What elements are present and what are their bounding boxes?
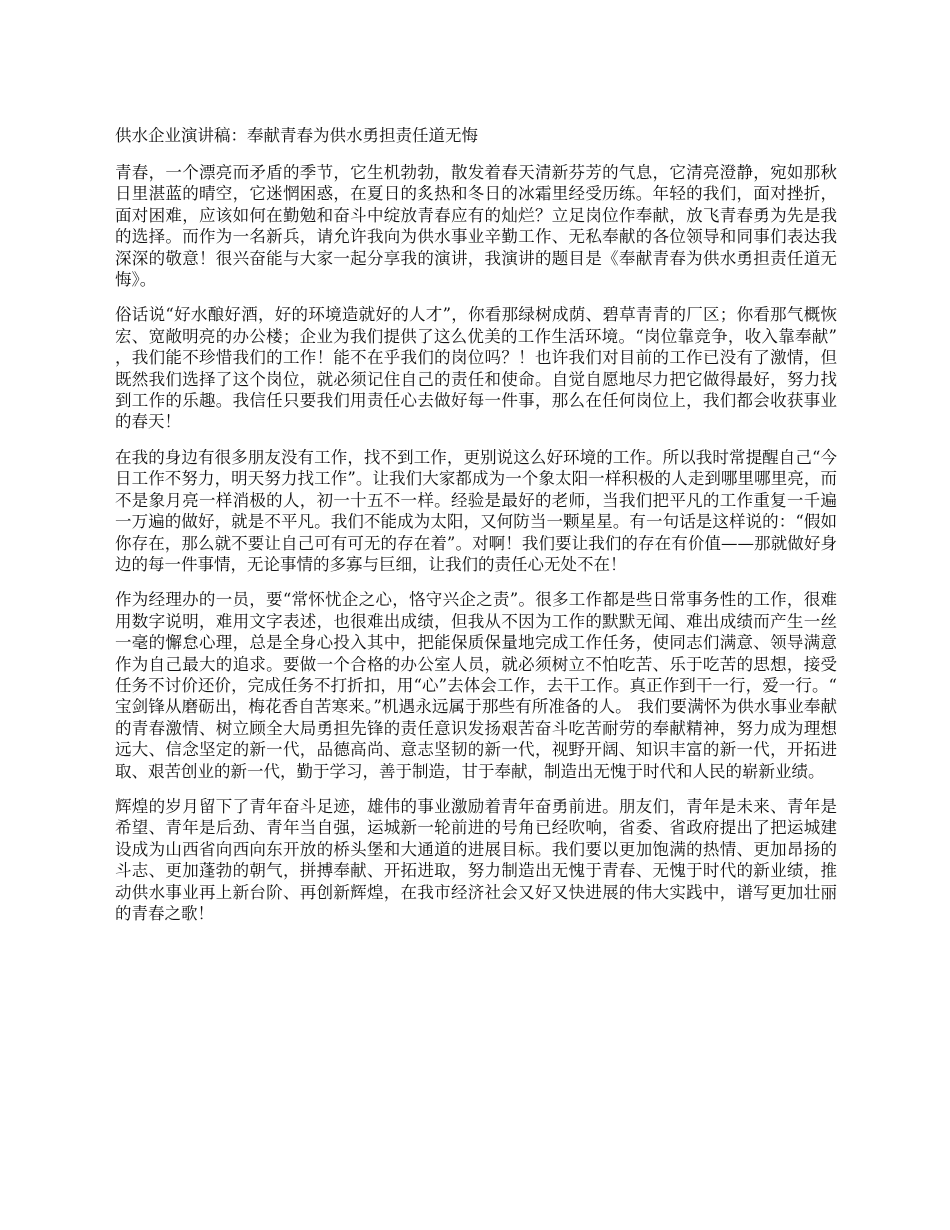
paragraph-intro: 青春，一个漂亮而矛盾的季节，它生机勃勃，散发着春天清新芬芳的气息，它清亮澄静，宛如那秋日里湛蓝的晴空，它迷惘困惑，在夏日的炙热和冬日的冰霜里经受历练。年轻的我们，面对挫折，面对困难，应该如何在勤勉和奋斗中绽放青春应有的灿烂？立足岗位作奉献，放飞青春勇为先是我的选择。而作为一名新兵，请允许我向为供水事业辛勤工作、无私奉献的各位领导和同事们表达我深深的敬意！很兴奋能与大家一起分享我的演讲，我演讲的题目是《奉献青春为供水勇担责任道无悔》。	[115, 163, 837, 290]
paragraph-environment: 俗话说“好水酿好酒，好的环境造就好的人才”，你看那绿树成荫、碧草青青的厂区；你看那气概恢宏、宽敞明亮的办公楼；企业为我们提供了这么优美的工作生活环境。“岗位靠竞争，收入靠奉献”，我们能不珍惜我们的工作！能不在乎我们的岗位吗？！也许我们对目前的工作已没有了激情，但既然我们选择了这个岗位，就必须记住自己的责任和使命。自觉自愿地尽力把它做得最好，努力找到工作的乐趣。我信任只要我们用责任心去做好每一件事，那么在任何岗位上，我们都会收获事业的春天！	[115, 305, 837, 432]
paragraph-conclusion: 辉煌的岁月留下了青年奋斗足迹，雄伟的事业激励着青年奋勇前进。朋友们，青年是未来、青年是希望、青年是后劲、青年当自强，运城新一轮前进的号角已经吹响，省委、省政府提出了把运城建设成为山西省向西向东开放的桥头堡和大通道的进展目标。我们要以更加饱满的热情、更加昂扬的斗志、更加蓬勃的朝气，拼搏奉献、开拓进取，努力制造出无愧于青春、无愧于时代的新业绩，推动供水事业再上新台阶、再创新辉煌，在我市经济社会又好又快进展的伟大实践中，谱写更加壮丽的青春之歌！	[115, 796, 837, 923]
paragraph-friends: 在我的身边有很多朋友没有工作，找不到工作，更别说这么好环境的工作。所以我时常提醒自己“今日工作不努力，明天努力找工作”。让我们大家都成为一个象太阳一样积极的人走到哪里哪里亮，而不是象月亮一样消极的人，初一十五不一样。经验是最好的老师，当我们把平凡的工作重复一千遍一万遍的做好，就是不平凡。我们不能成为太阳，又何防当一颗星星。有一句话是这样说的：“假如你存在，那么就不要让自己可有可无的存在着”。对啊！我们要让我们的存在有价值——那就做好身边的每一件事情，无论事情的多寡与巨细，让我们的责任心无处不在！	[115, 447, 837, 574]
paragraph-office-work: 作为经理办的一员，要“常怀忧企之心，恪守兴企之责”。很多工作都是些日常事务性的工作，很难用数字说明，难用文字表述，也很难出成绩，但我从不因为工作的默默无闻、难出成绩而产生一丝一毫的懈怠心理，总是全身心投入其中，把能保质保量地完成工作任务，使同志们满意、领导满意作为自己最大的追求。要做一个合格的办公室人员，就必须树立不怕吃苦、乐于吃苦的思想，接受任务不讨价还价，完成任务不打折扣，用“心”去体会工作，去干工作。真正作到干一行，爱一行。“宝剑锋从磨砺出，梅花香自苦寒来。”机遇永远属于那些有所准备的人。 我们要满怀为供水事业奉献的青春激情、树立顾全大局勇担先锋的责任意识发扬艰苦奋斗吃苦耐劳的奉献精神，努力成为理想远大、信念坚定的新一代，品德高尚、意志坚韧的新一代，视野开阔、知识丰富的新一代，开拓进取、艰苦创业的新一代，勤于学习，善于制造，甘于奉献，制造出无愧于时代和人民的崭新业绩。	[115, 590, 837, 781]
document-body	[115, 124, 837, 938]
document-title: 供水企业演讲稿：奉献青春为供水勇担责任道无悔	[115, 126, 478, 145]
